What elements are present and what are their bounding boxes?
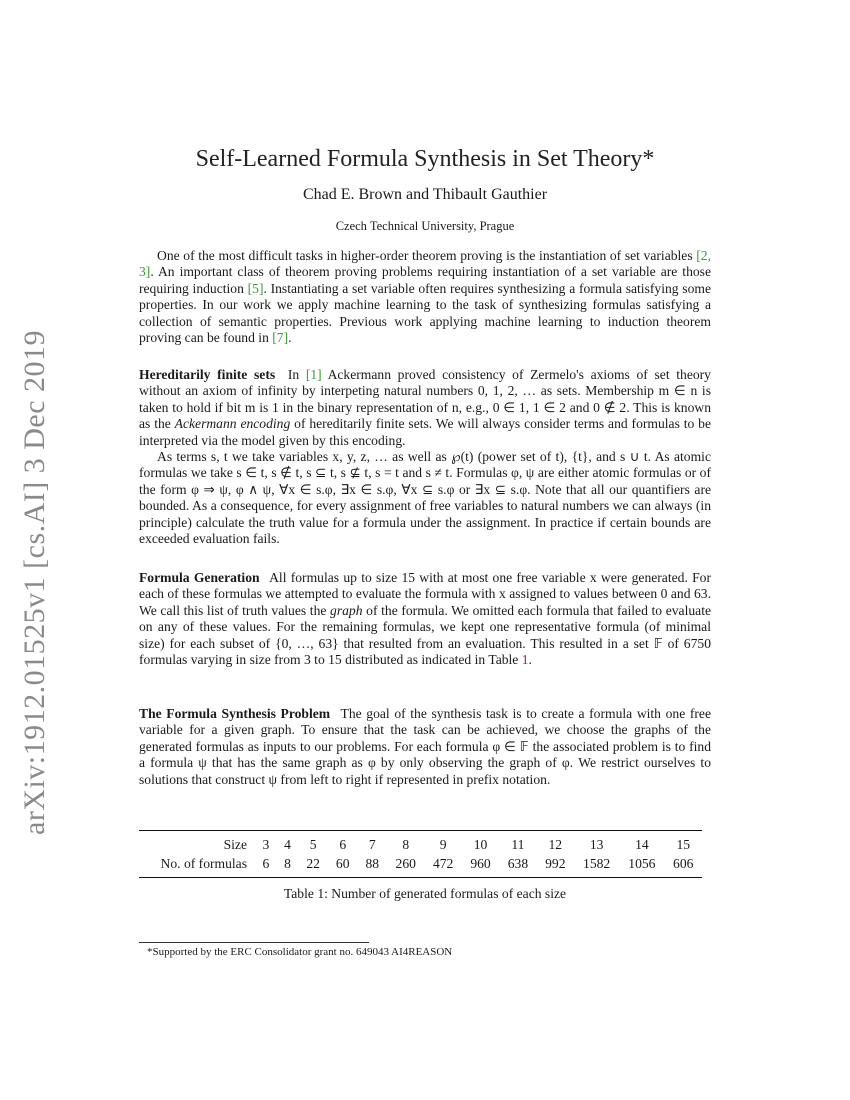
- intro-text: One of the most difficult tasks in higher-order theorem proving is the instantiation of set variables: [157, 248, 697, 263]
- row-label: Size: [223, 837, 247, 852]
- arxiv-identifier-stamp: arXiv:1912.01525v1 [cs.AI] 3 Dec 2019: [18, 329, 51, 835]
- table-cell: 22: [306, 856, 320, 871]
- table-cell: 260: [395, 856, 416, 871]
- table-cell: 1582: [583, 856, 611, 871]
- intro-text: . An important class of theorem proving problems requiring instantiation of a set variable are those requiring induction: [139, 264, 711, 296]
- table-cell: 1056: [628, 856, 656, 871]
- generation-text: of the formula. We omitted each formula that failed to evaluate on any of these values. For the remaining formulas, we kept one representative formula (of minimal size) for each subset of {0, …, 63} that resulted from an evaluation. This resulted in a set 𝔽 of 6750 formulas varying in size from 3 to 15 distributed as indicated in Table: [139, 602, 711, 668]
- intro-paragraph: [139, 248, 711, 346]
- table-cell: 3: [262, 837, 270, 852]
- section-heading: Hereditarily finite sets: [139, 367, 276, 382]
- table-cell: 8: [284, 856, 291, 871]
- table-cell: 10: [473, 837, 488, 852]
- hfs-text: of hereditarily finite sets. We will always consider terms and formulas to be interpreted via the model given by this encoding.: [139, 416, 711, 448]
- table-caption: Table 1: Number of generated formulas of each size: [283, 886, 567, 901]
- table-cell: 9: [439, 837, 447, 852]
- generation-text: All formulas up to size 15 with at most one free variable x were generated. For each of these formulas we attempted to evaluate the formula with x assigned to values between 0 and 63. We call this list of truth values the: [139, 570, 711, 618]
- table-cell: 960: [470, 856, 491, 871]
- formula-generation-section: [139, 570, 711, 668]
- synthesis-problem-section: [139, 706, 711, 788]
- synthesis-text: The goal of the synthesis task is to create a formula with one free variable for a given graph. To ensure that the task can be achieved, we choose the graphs of the generated formulas as inputs to our problems. For each formula φ ∈ 𝔽 the associated problem is to find a formula ψ that has the same graph as φ by only observing the graph of φ. We restrict ourselves to solutions that construct ψ from left to right if represented in prefix notation.: [139, 706, 711, 787]
- generation-text: .: [528, 652, 532, 668]
- citation-link[interactable]: [1]: [305, 367, 322, 382]
- table-row-size: [139, 831, 702, 855]
- footnote-divider: [139, 942, 369, 943]
- generation-paragraph: [139, 570, 711, 668]
- table-row-counts: [139, 854, 702, 878]
- intro-text: .: [288, 330, 292, 346]
- citation-link[interactable]: [2, 3]: [139, 248, 711, 280]
- table-cell: 12: [548, 837, 563, 852]
- emphasis-text: Ackermann encoding: [174, 416, 291, 432]
- synthesis-paragraph: [139, 706, 711, 788]
- table-cell: 992: [545, 856, 566, 871]
- table-cell: 15: [676, 837, 691, 852]
- paper-authors: Chad E. Brown and Thibault Gauthier: [302, 186, 548, 203]
- table-cell: 472: [432, 856, 454, 871]
- paper-affiliation: Czech Technical University, Prague: [335, 219, 515, 233]
- table-cell: 7: [368, 837, 376, 852]
- table-cell: 8: [402, 837, 410, 852]
- hfs-text: Ackermann proved consistency of Zermelo's axioms of set theory without an axiom of infinity by interpeting natural numbers 0, 1, 2, … as sets. Membership m ∈ n is taken to hold if bit m is 1 in the binary representation of n, e.g., 0 ∈ 1, 1 ∈ 2 and 0 ∉ 2. This is known as the: [139, 367, 711, 432]
- citation-link[interactable]: [7]: [272, 330, 289, 346]
- intro-text: . Instantiating a set variable often requires synthesizing a formula satisfying some properties. In our work we apply machine learning to the task of synthesizing formulas satisfying a collection of semantic properties. Previous work applying machine learning to induction theorem proving can be found in: [139, 280, 711, 346]
- paper-title: Self-Learned Formula Synthesis in Set Theory*: [195, 146, 655, 172]
- table-cell: 4: [284, 837, 291, 852]
- formula-count-table: [139, 830, 702, 878]
- hereditarily-finite-sets-section: [139, 367, 711, 547]
- hfs-text: In: [287, 367, 306, 382]
- citation-link[interactable]: [5]: [247, 280, 264, 296]
- hfs-paragraph: [139, 367, 711, 449]
- footnote: *Supported by the ERC Consolidator grant no. 649043 AI4REASON: [147, 946, 453, 958]
- table-cell: 14: [635, 837, 649, 852]
- table-cell: 606: [673, 856, 694, 871]
- table-reference-link[interactable]: 1: [521, 652, 529, 668]
- table-cell: 60: [335, 856, 350, 871]
- emphasis-text: graph: [330, 602, 363, 618]
- intro-section: [139, 248, 711, 346]
- section-heading: The Formula Synthesis Problem: [139, 706, 331, 721]
- hfs-terms-paragraph: As terms s, t we take variables x, y, z, … as well as ℘(t) (power set of t), {t}, and s ∪ t. As atomic formulas we take s ∈ t, s ∉ t, s ⊆ t, s ⊈ t, s = t and s ≠ t. Formulas φ, ψ are either atomic formulas or of the form φ ⇒ ψ, φ ∧ ψ, ∀x ∈ s.φ, ∃x ∈ s.φ, ∀x ⊆ s.φ or ∃x ⊆ s.φ. Note that all our quantifiers are bounded. As a consequence, for every assignment of free variables to natural numbers we can always (in principle) calculate the truth value for a formula under the assignment. In practice if certain bounds are exceeded evaluation fails.: [139, 449, 711, 547]
- section-heading: Formula Generation: [139, 570, 260, 585]
- table-cell: 13: [589, 837, 604, 852]
- table-cell: 88: [365, 856, 380, 871]
- table-cell: 5: [309, 837, 317, 852]
- row-label: No. of formulas: [160, 856, 247, 871]
- table-cell: 638: [507, 856, 529, 871]
- table-cell: 6: [262, 856, 270, 871]
- table-cell: 6: [339, 837, 347, 852]
- table-cell: 11: [511, 837, 525, 852]
